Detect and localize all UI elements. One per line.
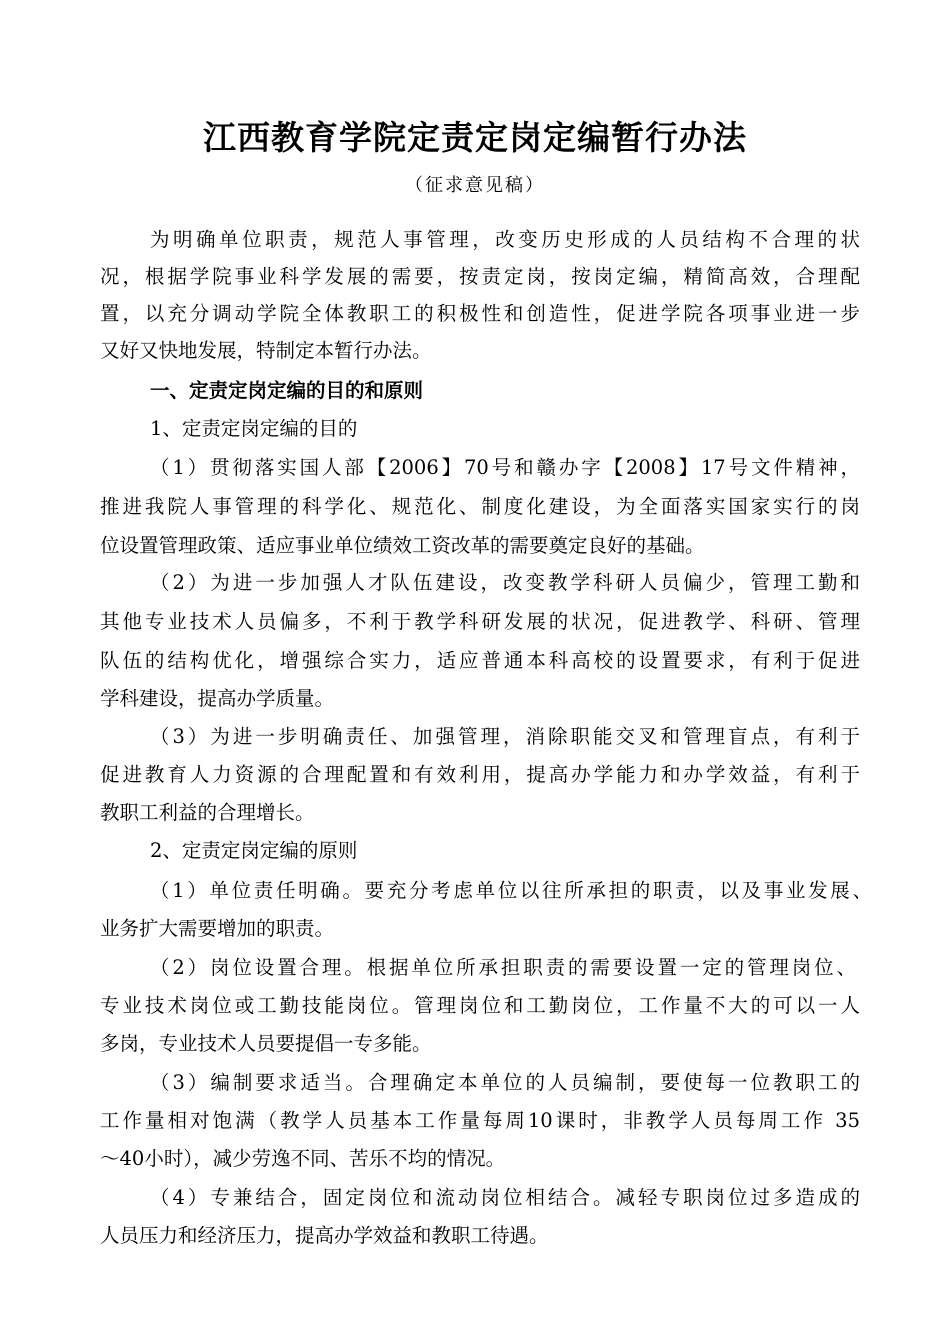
paragraph-line: （1）贯彻落实国人部【2006】70号和赣办字【2008】17号文件精神， bbox=[150, 456, 860, 479]
paragraph-line: 置，以充分调动学院全体教职工的积极性和创造性，促进学院各项事业进一步 bbox=[100, 302, 860, 325]
paragraph-line: （1）单位责任明确。要充分考虑单位以往所承担的职责，以及事业发展、 bbox=[150, 879, 872, 902]
paragraph-line: （3）为进一步明确责任、加强管理，消除职能交叉和管理盲点，有利于 bbox=[150, 725, 860, 748]
paragraph-line: 人员压力和经济压力，提高办学效益和教职工待遇。 bbox=[100, 1224, 549, 1247]
subsection-heading: 2、定责定岗定编的原则 bbox=[150, 839, 358, 862]
section-heading: 一、定责定岗定编的目的和原则 bbox=[150, 379, 424, 402]
document-title: 江西教育学院定责定岗定编暂行办法 bbox=[203, 118, 747, 157]
paragraph-line: 专业技术岗位或工勤技能岗位。管理岗位和工勤岗位，工作量不大的可以一人 bbox=[100, 994, 860, 1017]
paragraph-line: （3）编制要求适当。合理确定本单位的人员编制，要使每一位教职工的 bbox=[150, 1071, 860, 1094]
paragraph-line: 工作量相对饱满（教学人员基本工作量每周10课时，非教学人员每周工作 35 bbox=[100, 1109, 860, 1132]
paragraph-line: 学科建设，提高办学质量。 bbox=[100, 687, 335, 710]
paragraph-line: （2）岗位设置合理。根据单位所承担职责的需要设置一定的管理岗位、 bbox=[150, 956, 856, 979]
paragraph-line: ～40小时），减少劳逸不同、苦乐不均的情况。 bbox=[100, 1147, 506, 1170]
paragraph-line: 况，根据学院事业科学发展的需要，按责定岗，按岗定编，精简高效，合理配 bbox=[100, 265, 860, 288]
paragraph-line: 为明确单位职责，规范人事管理，改变历史形成的人员结构不合理的状 bbox=[150, 228, 860, 251]
paragraph-line: 又好又快地发展，特制定本暂行办法。 bbox=[100, 339, 432, 362]
paragraph-line: 多岗，专业技术人员要提倡一专多能。 bbox=[100, 1032, 432, 1055]
paragraph-line: （2）为进一步加强人才队伍建设，改变教学科研人员偏少，管理工勤和 bbox=[150, 571, 860, 594]
paragraph-line: 队伍的结构优化，增强综合实力，适应普通本科高校的设置要求，有利于促进 bbox=[100, 649, 860, 672]
paragraph-line: （4）专兼结合，固定岗位和流动岗位相结合。减轻专职岗位过多造成的 bbox=[150, 1186, 860, 1209]
paragraph-line: 促进教育人力资源的合理配置和有效利用，提高办学能力和办学效益，有利于 bbox=[100, 763, 860, 786]
paragraph-line: 位设置管理政策、适应事业单位绩效工资改革的需要奠定良好的基础。 bbox=[100, 534, 705, 557]
paragraph-line: 其他专业技术人员偏多，不利于教学科研发展的状况，促进教学、科研、管理 bbox=[100, 610, 860, 633]
paragraph-line: 教职工利益的合理增长。 bbox=[100, 801, 315, 824]
subsection-heading: 1、定责定岗定编的目的 bbox=[150, 417, 358, 440]
paragraph-line: 推进我院人事管理的科学化、规范化、制度化建设，为全面落实国家实行的岗 bbox=[100, 495, 860, 518]
paragraph-line: 业务扩大需要增加的职责。 bbox=[100, 917, 335, 940]
document-subtitle: （征求意见稿） bbox=[405, 175, 545, 196]
